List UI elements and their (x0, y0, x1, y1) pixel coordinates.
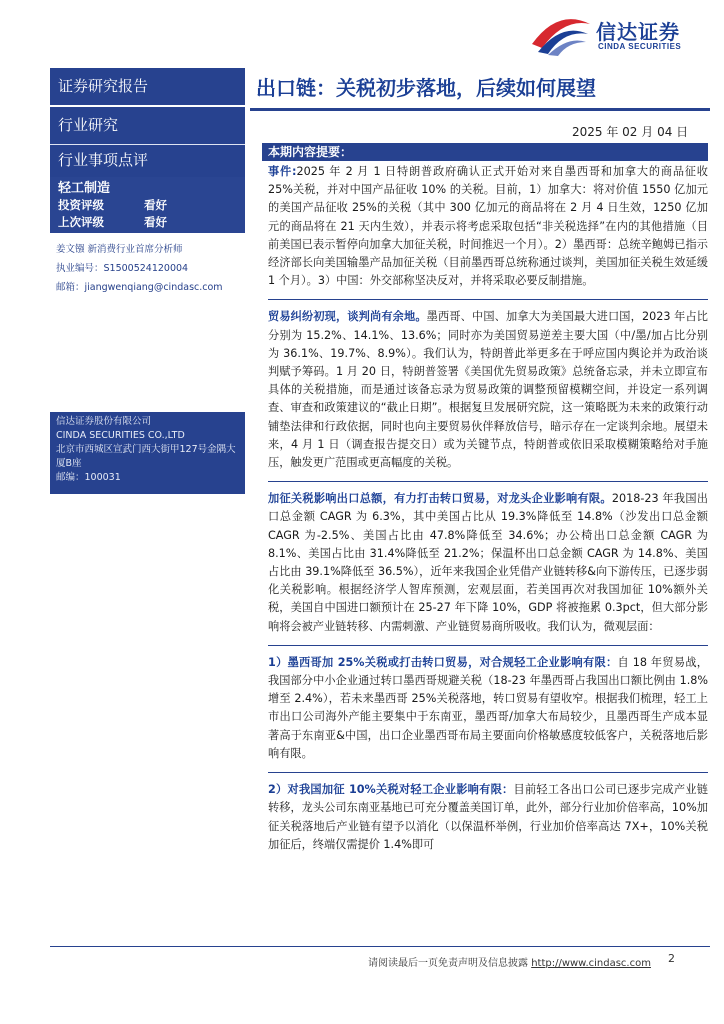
section-divider (268, 772, 708, 773)
rating-panel (50, 177, 245, 233)
section-divider (268, 645, 708, 646)
subcategory-label: 行业事项点评 (50, 144, 245, 177)
analyst-email[interactable]: 邮箱：jiangwenqiang@cindasc.com (56, 282, 223, 293)
paragraph-mexico (268, 654, 708, 763)
paragraph-lead: 1）墨西哥加 25%关税或打击转口贸易，对合规轻工企业影响有限： (268, 655, 618, 669)
footer-disclaimer (368, 954, 651, 969)
analyst-license: 执业编号：S1500524120004 (56, 263, 189, 274)
section-divider (268, 299, 708, 300)
company-name-en: CINDA SECURITIES CO.,LTD (56, 430, 185, 441)
company-info (50, 412, 245, 494)
paragraph-text: 自 18 年贸易战，我国部分中小企业通过转口墨西哥规避关税（18-23 年墨西哥占我国出口额比例由 1.8%增至 2.4%），若未来墨西哥 25%关税落地，转口贸易有望收窄。根据我们梳理，轻工上市出口公司海外产能主要集中于东南亚，墨西哥/加拿大布局较少，且墨西哥生产成本显著高于东南亚&中国，出口企业墨西哥布局主要面向价格敏感度较低客户，关税落地后影响有限。 (268, 655, 708, 760)
rating-row (58, 197, 245, 214)
company-name-cn: 信达证券股份有限公司 (56, 416, 152, 427)
report-date: 2025 年 02 月 04 日 (572, 125, 689, 139)
logo-name-cn: 信达证券 (596, 20, 680, 44)
paragraph-text: 2025 年 2 月 1 日特朗普政府确认正式开始对来自墨西哥和加拿大的商品征收 25%关税，并对中国产品征收 10% 的关税。目前，1）加拿大：将对价值 1550 亿加元的美国产品征收 25%的关税（其中 300 亿加元的商品将在 2 月 4 日生效，1250 亿加元的商品将在 21 天内生效），并表示将考虑采取包括“非关税选择”在内的其他措施（目前美国已表示暂停向加拿大加征关税，时间推迟一个月）。2）墨西哥：总统辛鲍姆已指示经济部长向美国输墨产品加征关税（目前墨西哥总统称通过谈判，美国加征关税生效延缓 1 个月）。3）中国：外交部称坚决反对，并将采取必要反制措施。 (268, 165, 708, 288)
paragraph-text: 目前轻工各出口公司已逐步完成产业链转移，龙头公司东南亚基地已可充分覆盖美国订单，此外，部分行业加价倍率高，10%加征关税落地后产业链有望予以消化（以保温杯举例，行业加价倍率高达 7X+，10%关税加征后，终端仅需提价 1.4%即可 (268, 783, 708, 851)
paragraph-lead: 2）对我国加征 10%关税对轻工企业影响有限： (268, 783, 514, 797)
report-body (268, 163, 708, 863)
footer-divider (50, 946, 710, 947)
logo-name-en: CINDA SECURITIES (598, 42, 682, 51)
company-postcode: 邮编：100031 (56, 472, 121, 483)
page-number: 2 (668, 952, 675, 965)
paragraph-lead: 贸易纠纷初现，谈判尚有余地。 (268, 310, 427, 324)
page-title: 出口链：关税初步落地，后续如何展望 (256, 76, 596, 100)
industry-name: 轻工制造 (58, 181, 111, 196)
company-logo (528, 14, 708, 56)
category-label: 行业研究 (50, 107, 245, 144)
title-divider (250, 108, 710, 111)
prev-rating-row (58, 214, 245, 231)
analyst-name: 姜文镪 新消费行业首席分析师 (56, 244, 183, 255)
rating-value: 看好 (144, 198, 167, 212)
analyst-info (50, 240, 245, 300)
rating-label: 投资评级 (58, 198, 104, 212)
paragraph-export-impact (268, 490, 708, 636)
paragraph-lead: 加征关税影响出口总额，有力打击转口贸易，对龙头企业影响有限。 (268, 492, 612, 506)
paragraph-china-tariff (268, 781, 708, 854)
disclaimer-text: 请阅读最后一页免责声明及信息披露 (368, 958, 528, 969)
paragraph-text: 2018-23 年我国出口总金额 CAGR 为 6.3%，其中美国占比从 19.3%降低至 14.8%（沙发出口总金额 CAGR 为-2.5%、美国占比由 47.8%降低至 34.6%；办公椅出口总金额 CAGR 为 8.1%、美国占比由 31.4%降低至 21.2%；保温杯出口总金额 CAGR 为 14.8%、美国占比由 39.1%降低至 36.5%），近年来我国企业凭借产业链转移&向下游传压，已逐步弱化关税影响。根据经济学人智库预测，宏观层面，若美国再次对我国加征 10%额外关税，美国自中国进口额预计在 25-27 年下降 10%，GDP 将被拖累 0.3pct，但大部分影响将会被产业链转移、内需刺激、产业链贸易商所吸收。我们认为，微观层面： (268, 492, 708, 633)
paragraph-event (268, 163, 708, 290)
report-type-label: 证券研究报告 (50, 68, 245, 105)
paragraph-trade-dispute (268, 308, 708, 472)
website-link[interactable]: http://www.cindasc.com (531, 958, 651, 969)
paragraph-lead: 事件: (268, 165, 297, 178)
summary-heading: 本期内容提要： (262, 143, 708, 161)
cinda-swoosh-icon (528, 14, 594, 56)
company-address: 北京市西城区宣武门西大街甲127号金隅大厦B座 (56, 444, 236, 469)
prev-rating-value: 看好 (144, 215, 167, 229)
prev-rating-label: 上次评级 (58, 215, 104, 229)
section-divider (268, 481, 708, 482)
paragraph-text: 墨西哥、中国、加拿大为美国最大进口国，2023 年占比分别为 15.2%、14.1%、13.6%；同时亦为美国贸易逆差主要大国（中/墨/加占比分别为 36.1%、19.7%、8.9%）。我们认为，特朗普此举更多在于呼应国内舆论并为政治谈判赋予筹码。1 月 20 日，特朗普签署《美国优先贸易政策》总统备忘录，并未立即宣布具体的关税措施，而是通过该备忘录为贸易政策的调整预留模糊空间，并设定一系列调查、审查和政策建议的“截止日期”。根据复旦发展研究院，这一策略既为未来的政策行动铺垫法律和行政依据，同时也向主要贸易伙伴释放信号，暗示存在一定谈判余地。展望未来，4 月 1 日（调查报告提交日）或为关键节点，特朗普或依旧采取模糊策略给对手施压，触发更广范围或更高幅度的关税。 (268, 310, 708, 470)
